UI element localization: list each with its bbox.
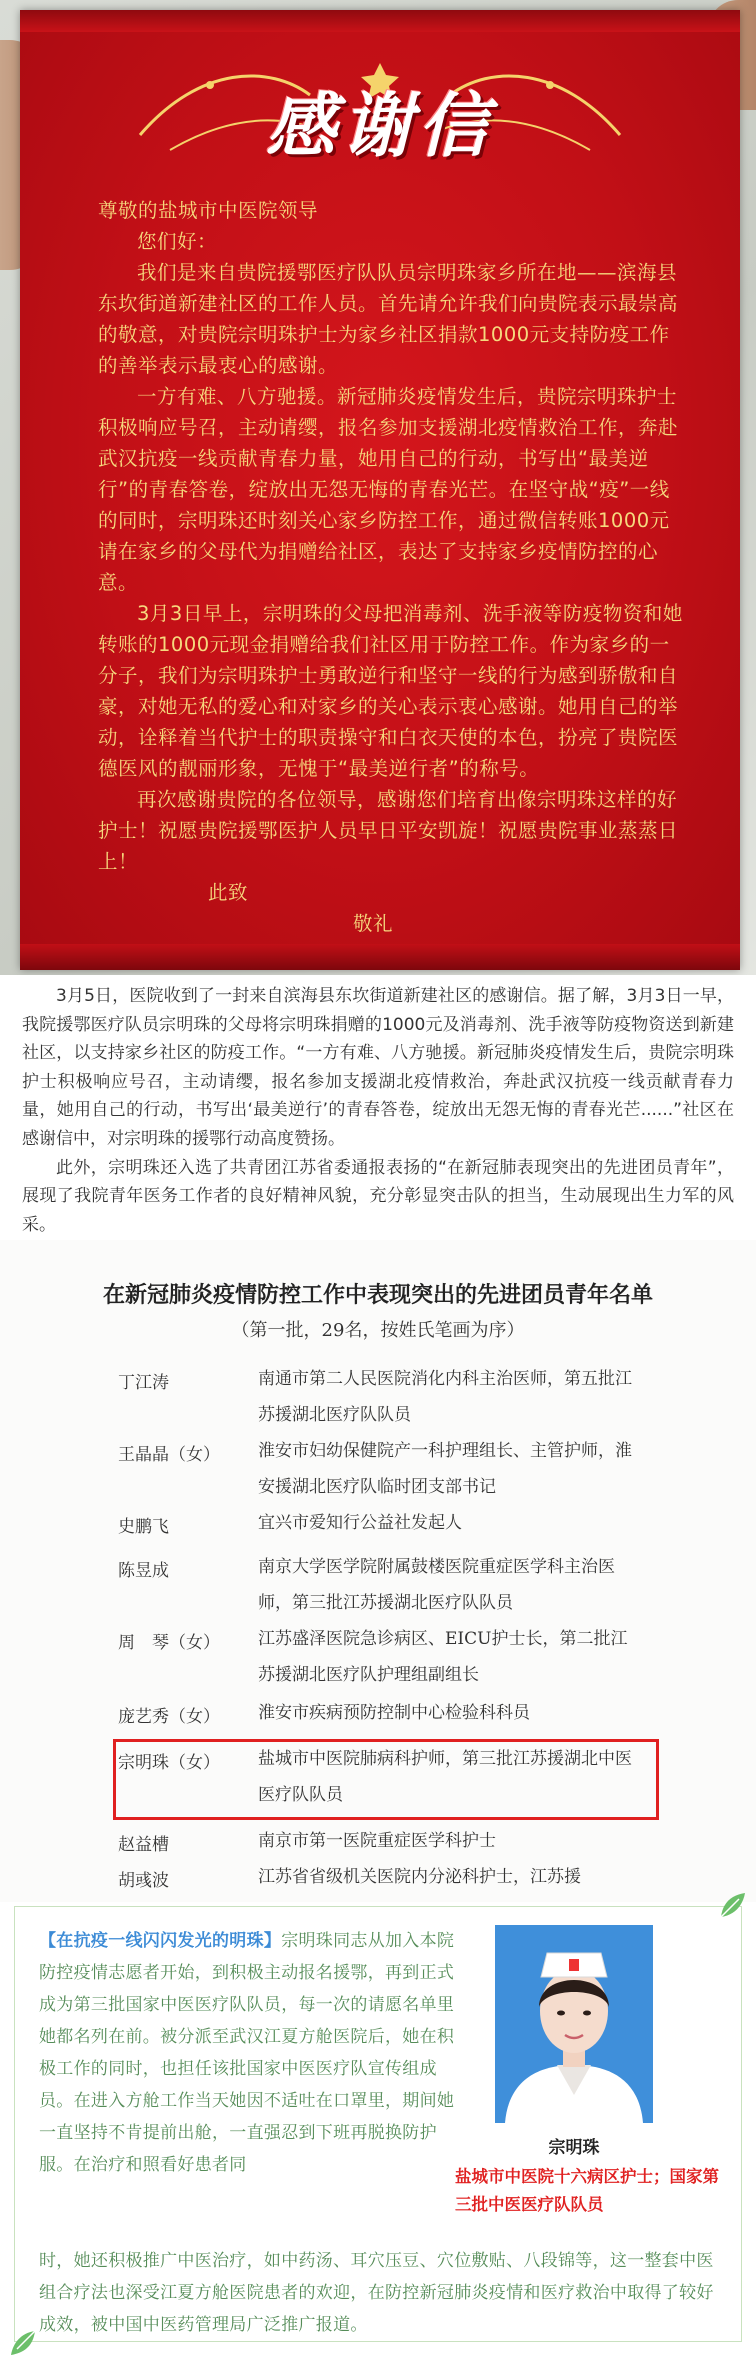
article-paragraph: 此外，宗明珠还入选了共青团江苏省委通报表扬的“在新冠肺表现突出的先进团员青年”，展现了我院青年医务工作者的良好精神风貌，充分彰显突击队的担当，生动展现出生力军的风采。: [22, 1157, 734, 1235]
roster-title: 在新冠肺炎疫情防控工作中表现突出的先进团员青年名单: [102, 1282, 653, 1308]
letter-paragraph: 3月3日早上，宗明珠的父母把消毒剂、洗手液等防疫物资和她转账的1000元现金捐赠给我们社区用于防控工作。作为家乡的一分子，我们为宗明珠护士勇敢逆行和坚守一线的行为感到骄傲和自豪，对她无私的爱心和对家乡的关心表示衷心感谢。她用自己的举动，诠释着当代护士的职责操守和白衣天使的本色，扮亮了贵院医德医风的靓丽形象，无愧于“最美逆行者”的称号。: [98, 602, 683, 780]
roster-name: 赵益槽: [118, 1835, 169, 1855]
roster-desc: 南通市第二人民医院消化内科主治医师，第五批江苏援湖北医疗队队员: [258, 1369, 632, 1425]
thank-you-letter: [20, 10, 740, 970]
profile-text-bottom: 时，她还积极推广中医治疗，如中药汤、耳穴压豆、穴位敷贴、八段锦等，这一整套中医组合疗法也深受江夏方舱医院患者的欢迎，在防控新冠肺炎疫情和医疗救治中取得了较好成效，被中国中医药管理局广泛推广报道。: [39, 2251, 714, 2335]
scroll-bottom-edge: [20, 944, 740, 970]
roster-desc: 江苏省省级机关医院内分泌科护士，江苏援: [258, 1867, 581, 1887]
roster-desc: 江苏盛泽医院急诊病区、EICU护士长，第二批江苏援湖北医疗队护理组副组长: [258, 1629, 628, 1685]
roster-name: 王晶晶（女）: [118, 1445, 220, 1465]
roster-desc: 淮安市疾病预防控制中心检验科科员: [258, 1703, 530, 1723]
profile-name: 宗明珠: [548, 2138, 600, 2158]
roster-desc: 淮安市妇幼保健院产一科护理组长、主管护师，淮安援湖北医疗队临时团支部书记: [258, 1441, 632, 1497]
roster-name: 丁江涛: [118, 1373, 169, 1393]
letter-paragraph: 一方有难、八方驰援。新冠肺炎疫情发生后，贵院宗明珠护士积极响应号召，主动请缨，报名参加支援湖北疫情救治工作，奔赴武汉抗疫一线贡献青春力量，她用自己的行动，书写出“最美逆行”的青春答卷，绽放出无怨无悔的青春光芒。在坚守战“疫”一线的同时，宗明珠还时刻关心家乡防控工作，通过微信转账1000元请在家乡的父母代为捐赠给社区，表达了支持家乡疫情防控的心意。: [98, 385, 679, 594]
roster-name: 庞艺秀（女）: [118, 1707, 220, 1727]
letter-greeting: 您们好：: [137, 230, 218, 253]
letter-title: 感谢信: [266, 84, 494, 167]
roster-desc: 南京市第一医院重症医学科护士: [258, 1831, 496, 1851]
portrait-image: [495, 1925, 653, 2123]
profile-text-side: 宗明珠同志从加入本院防控疫情志愿者开始，到积极主动报名援鄂，再到正式成为第三批国家中医医疗队队员，每一次的请愿名单里她都名列在前。被分派至武汉江夏方舱医院后，她在积极工作的同时，也担任该批国家中医医疗队宣传组成员。在进入方舱工作当天她因不适吐在口罩里，期间她一直坚持不肯提前出舱，一直强忍到下班再脱换防护服。在治疗和照看好患者同: [39, 1931, 455, 2175]
profile-heading: 【在抗疫一线闪闪发光的明珠】: [39, 1931, 282, 1951]
honor-roster-document: [0, 1240, 756, 1902]
letter-date: [98, 970, 688, 975]
roster-name: 宗明珠（女）: [118, 1753, 220, 1773]
thank-you-letter-photo: [0, 0, 756, 975]
roster-name: 陈昱成: [118, 1561, 169, 1581]
roster-subtitle: （第一批，29名，按姓氏笔画为序）: [231, 1320, 525, 1341]
article-paragraph: 3月5日，医院收到了一封来自滨海县东坎街道新建社区的感谢信。据了解，3月3日一早，我院援鄂医疗队员宗明珠的父母将宗明珠捐赠的1000元及消毒剂、洗手液等防疫物资送到新建社区，以支持家乡社区的防疫工作。“一方有难、八方驰援。新冠肺炎疫情发生后，贵院宗明珠护士积极响应号召，主动请缨，报名参加支援湖北疫情救治，奔赴武汉抗疫一线贡献青春力量，她用自己的行动，书写出‘最美逆行’的青春答卷，绽放出无怨无悔的青春光芒......”社区在感谢信中，对宗明珠的援鄂行动高度赞扬。: [22, 986, 734, 1149]
roster-desc: 盐城市中医院肺病科护师，第三批江苏援湖北中医医疗队队员: [258, 1749, 632, 1805]
roster-name: 史鹏飞: [118, 1517, 169, 1537]
letter-body: [98, 195, 688, 975]
letter-paragraph: 我们是来自贵院援鄂医疗队队员宗明珠家乡所在地——滨海县东坎街道新建社区的工作人员。首先请允许我们向贵院表示最崇高的敬意，对贵院宗明珠护士为家乡社区捐款1000元支持防疫工作的善举表示最衷心的感谢。: [98, 261, 679, 377]
leaf-icon: [9, 2327, 39, 2357]
roster-desc: 南京大学医学院附属鼓楼医院重症医学科主治医师，第三批江苏援湖北医疗队队员: [258, 1557, 615, 1613]
letter-paragraph: 再次感谢贵院的各位领导，感谢您们培育出像宗明珠这样的好护士！祝愿贵院援鄂医护人员早日平安凯旋！祝愿贵院事业蒸蒸日上！: [98, 788, 679, 873]
letter-closing-2: 敬礼: [353, 912, 394, 935]
letter-salutation: 尊敬的盐城市中医院领导: [98, 199, 319, 222]
profile-card: [14, 1906, 742, 2342]
roster-name: 周 琴（女）: [118, 1633, 220, 1653]
scroll-top-edge: [20, 10, 740, 32]
letter-closing-1: 此致: [208, 881, 249, 904]
profile-role: 盐城市中医院十六病区护士；国家第三批中医医疗队队员: [455, 2167, 719, 2214]
highlight-box: [113, 1739, 659, 1820]
article-body: [22, 982, 734, 1239]
profile-text: [39, 1925, 469, 2181]
roster-desc: 宜兴市爱知行公益社发起人: [258, 1513, 462, 1533]
leaf-icon: [717, 1891, 747, 1921]
nurse-portrait: [495, 1925, 653, 2123]
roster-name: 胡彧波: [118, 1871, 169, 1891]
